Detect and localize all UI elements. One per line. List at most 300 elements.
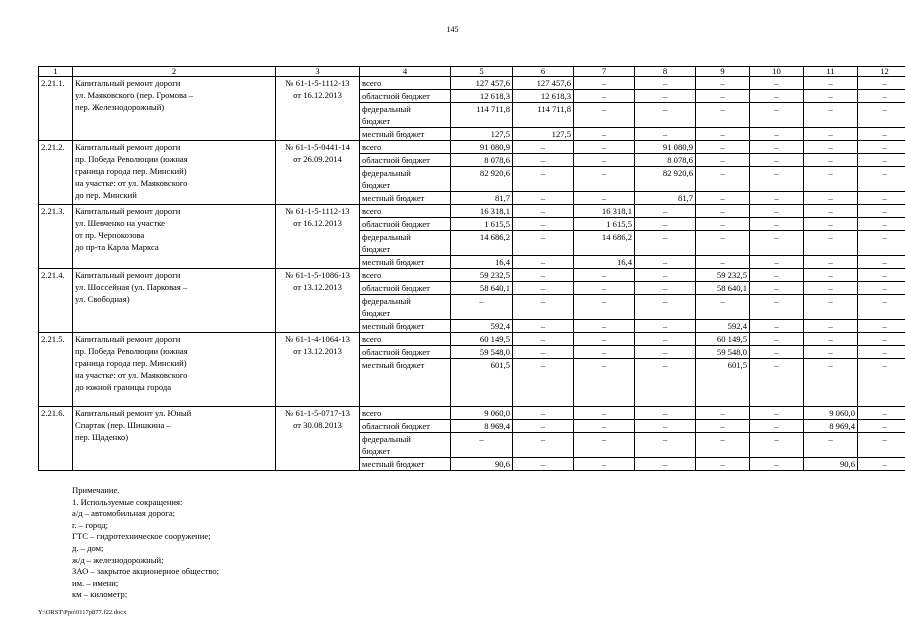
note-line: 1. Используемые сокращения: [72,496,183,507]
object-name [73,77,276,141]
funding-source [360,420,451,433]
amount-cell: – [858,103,905,128]
amount-cell: 601,5 [451,359,513,407]
table-row [39,269,905,282]
amount-cell: – [750,320,804,333]
amount-cell: – [635,359,696,407]
amount-cell: 60 149,5 [451,333,513,346]
object-name-line: пер. Щаденко) [75,432,129,442]
table-row [39,333,905,346]
amount-cell: – [858,433,905,458]
funding-source [360,77,451,90]
note-block [72,485,219,601]
object-name-line: до южной границы города [75,382,172,392]
document-line: № 61-1-5-1086-13 [285,270,350,280]
funding-source-line: местный бюджет [362,459,425,469]
funding-source-line: федеральный [362,232,411,242]
amount-cell: – [858,231,905,256]
amount-cell: – [513,154,574,167]
amount-cell: – [858,458,905,471]
amount-cell: 127 457,6 [451,77,513,90]
object-name-line: пр. Победа Революции (южная [75,346,188,356]
amount-cell: 90,6 [451,458,513,471]
funding-source [360,269,451,282]
amount-cell: – [858,77,905,90]
amount-cell: 9 060,0 [804,407,858,420]
item-number: 2.21.5. [39,333,73,407]
amount-cell: – [513,458,574,471]
amount-cell: – [635,231,696,256]
amount-cell: – [635,333,696,346]
note-title: Примечание. [72,485,120,495]
funding-source [360,458,451,471]
amount-cell: 82 920,6 [451,167,513,192]
amount-cell: 8 078,6 [635,154,696,167]
column-number: 10 [750,67,804,77]
funding-source [360,346,451,359]
amount-cell: – [858,90,905,103]
funding-source [360,359,451,407]
amount-cell: – [574,128,635,141]
amount-cell: – [858,295,905,320]
amount-cell: – [858,192,905,205]
amount-cell: 16,4 [574,256,635,269]
object-name [73,407,276,471]
amount-cell: 8 969,4 [804,420,858,433]
document-line: от 13.12.2013 [293,346,342,356]
amount-cell: – [513,359,574,407]
amount-cell: – [750,90,804,103]
funding-source-line: всего [362,78,382,88]
funding-source-line: всего [362,408,382,418]
object-name [73,205,276,269]
amount-cell: – [635,420,696,433]
note-line: ж/д – железнодорожный; [72,554,164,565]
amount-cell: – [696,192,750,205]
amount-cell: – [635,320,696,333]
amount-cell: – [858,205,905,218]
amount-cell: 12 618,3 [513,90,574,103]
funding-source [360,320,451,333]
funding-source-line: бюджет [362,116,391,126]
item-number: 2.21.6. [39,407,73,471]
object-name-line: до пер. Минский [75,190,137,200]
amount-cell: – [750,231,804,256]
amount-cell: – [696,128,750,141]
expertise-document [276,141,360,205]
amount-cell: – [513,269,574,282]
amount-cell: – [858,154,905,167]
amount-cell: 8 078,6 [451,154,513,167]
amount-cell: 90,6 [804,458,858,471]
amount-cell: 81,7 [635,192,696,205]
amount-cell: – [513,420,574,433]
amount-cell: – [858,218,905,231]
funding-source-line: бюджет [362,308,391,318]
amount-cell: – [858,269,905,282]
expertise-document [276,407,360,471]
funding-source [360,218,451,231]
object-name-line: ул. Шевченко на участке [75,218,165,228]
funding-source-line: всего [362,206,382,216]
amount-cell: – [750,141,804,154]
amount-cell: – [513,433,574,458]
amount-cell: – [696,103,750,128]
column-number: 9 [696,67,750,77]
amount-cell: 592,4 [451,320,513,333]
amount-cell: – [574,333,635,346]
amount-cell: – [750,154,804,167]
object-name-line: до пр-та Карла Маркса [75,242,159,252]
funding-source-line: областной бюджет [362,91,430,101]
amount-cell: – [858,359,905,407]
document-line: от 16.12.2013 [293,218,342,228]
amount-cell: – [574,167,635,192]
object-name-line: ул. Свободная) [75,294,130,304]
amount-cell: 1 615,5 [451,218,513,231]
amount-cell: – [635,218,696,231]
amount-cell: – [750,295,804,320]
amount-cell: – [696,154,750,167]
amount-cell: – [750,407,804,420]
amount-cell: – [696,205,750,218]
amount-cell: – [696,458,750,471]
document-line: № 61-1-5-0441-14 [285,142,350,152]
object-name-line: ул. Маяковского (пер. Громова – [75,90,194,100]
amount-cell: – [750,359,804,407]
amount-cell: – [513,282,574,295]
document-line: от 30.08.2013 [293,420,342,430]
amount-cell: – [635,282,696,295]
amount-cell: – [804,433,858,458]
amount-cell: – [858,282,905,295]
amount-cell: – [574,458,635,471]
amount-cell: – [858,320,905,333]
funding-source [360,128,451,141]
document-line: от 16.12.2013 [293,90,342,100]
amount-cell: – [804,359,858,407]
amount-cell: – [804,218,858,231]
document-line: от 13.12.2013 [293,282,342,292]
amount-cell: 127 457,6 [513,77,574,90]
funding-source-line: всего [362,334,382,344]
amount-cell: – [696,231,750,256]
amount-cell: – [750,205,804,218]
amount-cell: – [696,420,750,433]
amount-cell: – [513,218,574,231]
item-number: 2.21.3. [39,205,73,269]
amount-cell: 81,7 [451,192,513,205]
amount-cell: 127,5 [451,128,513,141]
funding-source-line: всего [362,270,382,280]
amount-cell: – [696,218,750,231]
amount-cell: 58 640,1 [696,282,750,295]
amount-cell: – [804,77,858,90]
funding-source-line: местный бюджет [362,129,425,139]
amount-cell: 59 232,5 [696,269,750,282]
amount-cell: – [750,128,804,141]
amount-cell: – [635,295,696,320]
amount-cell: 12 618,3 [451,90,513,103]
amount-cell: – [804,320,858,333]
amount-cell: – [750,256,804,269]
funding-source [360,154,451,167]
funding-source-line: местный бюджет [362,257,425,267]
column-number: 12 [858,67,905,77]
amount-cell: – [804,154,858,167]
amount-cell: – [696,433,750,458]
object-name [73,269,276,333]
amount-cell: – [750,346,804,359]
amount-cell: – [574,282,635,295]
amount-cell: – [574,320,635,333]
amount-cell: 91 080,9 [635,141,696,154]
column-number: 5 [451,67,513,77]
amount-cell: – [635,346,696,359]
amount-cell: – [513,205,574,218]
item-number: 2.21.1. [39,77,73,141]
amount-cell: – [574,141,635,154]
amount-cell: 127,5 [513,128,574,141]
amount-cell: – [574,433,635,458]
amount-cell: – [513,346,574,359]
object-name-line: Капитальный ремонт дороги [75,78,181,88]
amount-cell: – [750,458,804,471]
header-row [39,67,905,77]
amount-cell: – [574,295,635,320]
amount-cell: 60 149,5 [696,333,750,346]
object-name-line: пер. Железнодорожный) [75,102,165,112]
funding-source [360,295,451,320]
funding-source [360,141,451,154]
amount-cell: – [635,77,696,90]
funding-source-line: областной бюджет [362,155,430,165]
amount-cell: – [635,269,696,282]
document-line: № 61-1-4-1064-13 [285,334,350,344]
object-name-line: пр. Победа Революции (южная [75,154,188,164]
amount-cell: – [750,433,804,458]
amount-cell: – [574,90,635,103]
column-number: 11 [804,67,858,77]
amount-cell: 114 711,8 [513,103,574,128]
amount-cell: – [804,269,858,282]
amount-cell: – [574,192,635,205]
amount-cell: – [804,192,858,205]
item-number: 2.21.2. [39,141,73,205]
note-line: а/д – автомобильная дорога; [72,508,176,519]
funding-source-line: бюджет [362,244,391,254]
amount-cell: – [451,295,513,320]
amount-cell: – [513,407,574,420]
amount-cell: – [750,333,804,346]
amount-cell: 82 920,6 [635,167,696,192]
funding-source [360,333,451,346]
amount-cell: – [513,167,574,192]
amount-cell: – [635,90,696,103]
funding-source-line: местный бюджет [362,360,425,370]
amount-cell: 1 615,5 [574,218,635,231]
amount-cell: – [574,359,635,407]
amount-cell: – [574,77,635,90]
funding-source [360,167,451,192]
amount-cell: – [451,433,513,458]
amount-cell: 592,4 [696,320,750,333]
amount-cell: – [513,256,574,269]
amount-cell: – [750,282,804,295]
amount-cell: – [858,420,905,433]
amount-cell: 58 640,1 [451,282,513,295]
amount-cell: 16 318,1 [451,205,513,218]
amount-cell: – [574,103,635,128]
table-row [39,205,905,218]
note-line: им. – имени; [72,577,119,588]
amount-cell: – [635,433,696,458]
amount-cell: – [804,103,858,128]
amount-cell: – [750,269,804,282]
amount-cell: – [750,218,804,231]
amount-cell: 14 686,2 [574,231,635,256]
amount-cell: – [858,346,905,359]
column-number: 8 [635,67,696,77]
funding-source [360,282,451,295]
column-number: 3 [276,67,360,77]
funding-source-line: всего [362,142,382,152]
document-line: № 61-1-5-1112-13 [285,206,350,216]
amount-cell: – [574,269,635,282]
funding-source [360,407,451,420]
amount-cell: – [513,231,574,256]
expertise-document [276,77,360,141]
object-name-line: Капитальный ремонт дороги [75,270,181,280]
table-row [39,77,905,90]
amount-cell: 9 060,0 [451,407,513,420]
amount-cell: – [513,320,574,333]
column-number: 2 [73,67,276,77]
object-name-line: Капитальный ремонт дороги [75,142,181,152]
funding-source [360,192,451,205]
amount-cell: 8 969,4 [451,420,513,433]
amount-cell: 59 548,0 [451,346,513,359]
note-line: ГТС – гидротехническое сооружение; [72,531,211,542]
note-line: г. – город; [72,519,109,530]
amount-cell: – [804,167,858,192]
amount-cell: – [804,282,858,295]
expertise-document [276,333,360,407]
amount-cell: – [574,154,635,167]
funding-source-line: областной бюджет [362,219,430,229]
object-name-line: Спартак (пер. Шишкина – [75,420,171,430]
object-name-line: Капитальный ремонт ул. Юный [75,408,192,418]
column-number: 1 [39,67,73,77]
funding-source-line: бюджет [362,446,391,456]
amount-cell: – [513,295,574,320]
document-line: № 61-1-5-0717-13 [285,408,350,418]
amount-cell: – [858,333,905,346]
amount-cell: – [696,141,750,154]
document-line: № 61-1-5-1112-13 [285,78,350,88]
amount-cell: – [750,103,804,128]
funding-source [360,205,451,218]
amount-cell: – [635,458,696,471]
amount-cell: – [858,256,905,269]
amount-cell: 14 686,2 [451,231,513,256]
object-name-line: на участке: от ул. Маяковского [75,370,188,380]
amount-cell: – [635,205,696,218]
funding-source-line: местный бюджет [362,321,425,331]
object-name-line: граница города пер. Минский) [75,358,187,368]
amount-cell: – [696,167,750,192]
financing-table [38,66,905,471]
amount-cell: – [804,205,858,218]
amount-cell: 59 232,5 [451,269,513,282]
amount-cell: 114 711,8 [451,103,513,128]
amount-cell: – [696,295,750,320]
amount-cell: – [635,407,696,420]
amount-cell: 601,5 [696,359,750,407]
object-name-line: на участке: от ул. Маяковского [75,178,188,188]
amount-cell: 16 318,1 [574,205,635,218]
amount-cell: – [574,346,635,359]
amount-cell: – [513,333,574,346]
amount-cell: – [804,90,858,103]
amount-cell: – [696,256,750,269]
note-line: д. – дом; [72,542,104,553]
column-number: 6 [513,67,574,77]
amount-cell: – [635,128,696,141]
funding-source-line: областной бюджет [362,421,430,431]
page-number: 145 [446,25,459,34]
amount-cell: – [750,420,804,433]
funding-source [360,231,451,256]
amount-cell: – [750,167,804,192]
funding-source-line: областной бюджет [362,347,430,357]
expertise-document [276,269,360,333]
funding-source-line: федеральный [362,104,411,114]
amount-cell: – [804,231,858,256]
amount-cell: 91 080,9 [451,141,513,154]
funding-source-line: федеральный [362,434,411,444]
amount-cell: 16,4 [451,256,513,269]
object-name [73,333,276,407]
amount-cell: – [804,295,858,320]
amount-cell: – [696,90,750,103]
amount-cell: – [858,128,905,141]
amount-cell: – [696,407,750,420]
amount-cell: – [804,128,858,141]
amount-cell: – [804,346,858,359]
funding-source [360,90,451,103]
amount-cell: – [750,192,804,205]
amount-cell: – [635,256,696,269]
funding-source [360,433,451,458]
object-name [73,141,276,205]
amount-cell: – [513,192,574,205]
object-name-line: граница города пер. Минский) [75,166,187,176]
expertise-document [276,205,360,269]
column-number: 4 [360,67,451,77]
amount-cell: – [696,77,750,90]
note-line: км – километр; [72,589,128,600]
funding-source-line: бюджет [362,180,391,190]
amount-cell: 59 548,0 [696,346,750,359]
funding-source-line: местный бюджет [362,193,425,203]
funding-source [360,256,451,269]
document-line: от 26.09.2014 [293,154,342,164]
object-name-line: Капитальный ремонт дороги [75,206,181,216]
amount-cell: – [804,141,858,154]
amount-cell: – [858,141,905,154]
file-path-footer: Y:\ORST\Ppo\0117p877.f22.docx [38,609,127,616]
